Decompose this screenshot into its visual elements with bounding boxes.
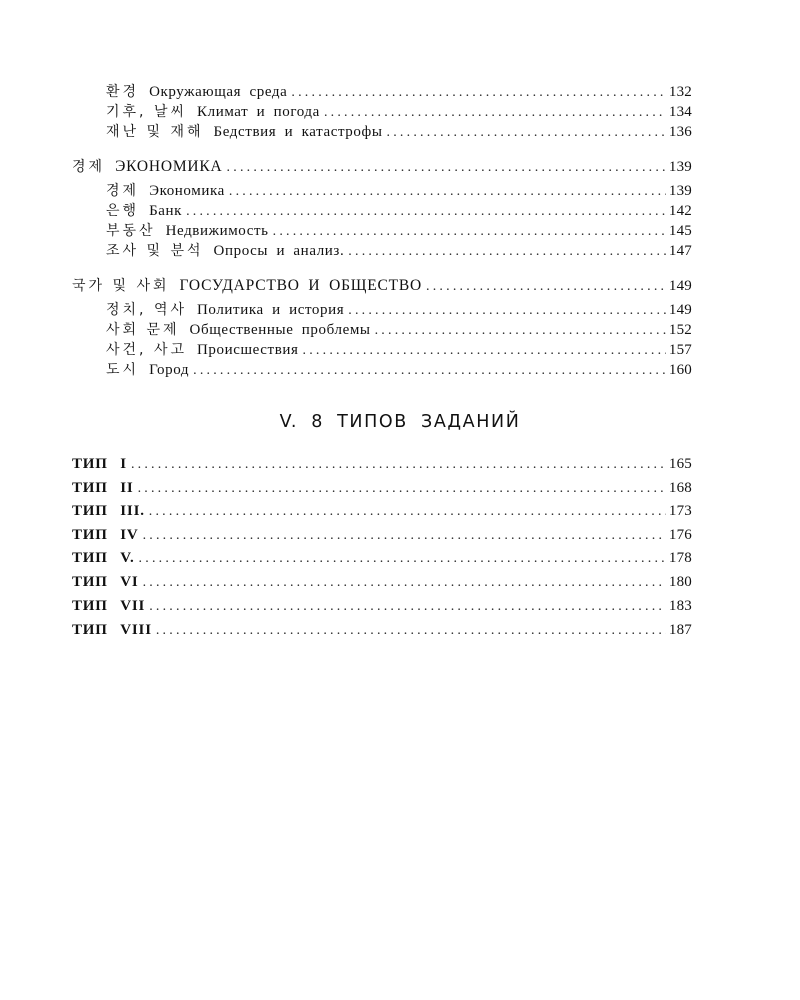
toc-entry-social-problems <box>106 320 692 340</box>
dot-leader <box>186 202 666 222</box>
toc-section-russian: ГОСУДАРСТВО И ОБЩЕСТВО <box>179 277 423 294</box>
dot-leader <box>348 301 666 321</box>
toc-entry-russian: Происшествия <box>197 342 299 358</box>
toc-section-russian: ЭКОНОМИКА <box>115 158 223 175</box>
toc-page-number: 168 <box>668 480 692 496</box>
dot-leader <box>348 242 666 262</box>
toc-entry-korean: 환경 <box>106 84 140 100</box>
toc-page-number: 183 <box>668 598 692 614</box>
dot-leader <box>303 341 666 361</box>
toc-type-7 <box>72 596 692 616</box>
dot-leader <box>149 597 666 617</box>
toc-type-label: ТИП VIII <box>72 622 152 638</box>
toc-entry-russian: Банк <box>149 203 183 219</box>
toc-type-label: ТИП V. <box>72 550 135 566</box>
toc-entry-city <box>106 360 692 380</box>
toc-page-number: 139 <box>668 159 692 175</box>
toc-entry-real-estate <box>106 221 692 241</box>
dot-leader <box>156 621 666 641</box>
toc-type-label: ТИП IV <box>72 527 139 543</box>
toc-section-korean: 국가 및 사회 <box>72 278 170 294</box>
toc-page-number: 165 <box>668 456 692 472</box>
toc-entry-korean: 사회 문제 <box>106 322 180 338</box>
toc-entry-korean: 재난 및 재해 <box>106 124 204 140</box>
dot-leader <box>273 222 666 242</box>
toc-page-number: 152 <box>668 322 692 338</box>
toc-type-label: ТИП VII <box>72 598 146 614</box>
toc-entry-korean: 정치, 역사 <box>106 302 187 318</box>
toc-type-6 <box>72 572 692 592</box>
toc-section-korean: 경제 <box>72 159 106 175</box>
toc-page-number: 136 <box>668 124 692 140</box>
toc-type-label: ТИП I <box>72 456 127 472</box>
toc-entry-korean: 사건, 사고 <box>106 342 187 358</box>
toc-section-state-society <box>72 276 692 296</box>
dot-leader <box>324 103 666 123</box>
toc-page-number: 157 <box>668 342 692 358</box>
toc-entry-russian: Город <box>149 362 190 378</box>
toc-entry-disasters <box>106 122 692 142</box>
toc-entry-surveys <box>106 241 692 261</box>
dot-leader <box>291 83 666 103</box>
toc-page-number: 180 <box>668 574 692 590</box>
toc-page-number: 173 <box>668 503 692 519</box>
dot-leader <box>387 123 666 143</box>
toc-page-number: 149 <box>668 278 692 294</box>
toc-entry-economics <box>106 181 692 201</box>
toc-type-2 <box>72 478 692 498</box>
toc-type-label: ТИП VI <box>72 574 139 590</box>
dot-leader <box>143 573 666 593</box>
toc-type-5 <box>72 548 692 568</box>
toc-type-3 <box>72 501 692 521</box>
toc-entry-environment <box>106 82 692 102</box>
dot-leader <box>193 361 666 381</box>
toc-type-4 <box>72 525 692 545</box>
toc-entry-korean: 도시 <box>106 362 140 378</box>
toc-page-number: 147 <box>668 243 692 259</box>
toc-page-number: 149 <box>668 302 692 318</box>
dot-leader <box>149 502 666 522</box>
toc-entry-incidents <box>106 340 692 360</box>
toc-entry-korean: 조사 및 분석 <box>106 243 204 259</box>
toc-page-number: 187 <box>668 622 692 638</box>
toc-entry-climate <box>106 102 692 122</box>
dot-leader <box>227 158 666 178</box>
toc-entry-russian: Бедствия и катастрофы <box>213 124 383 140</box>
toc-type-label: ТИП II <box>72 480 134 496</box>
toc-page-number: 145 <box>668 223 692 239</box>
dot-leader <box>426 277 666 297</box>
toc-entry-russian: Окружающая среда <box>149 84 288 100</box>
toc-type-label: ТИП III. <box>72 503 145 519</box>
toc-entry-russian: Общественные проблемы <box>189 322 371 338</box>
toc-page-number: 132 <box>668 84 692 100</box>
toc-type-8 <box>72 620 692 640</box>
toc-page-number: 142 <box>668 203 692 219</box>
toc-entry-korean: 부동산 <box>106 223 156 239</box>
toc-type-1 <box>72 454 692 474</box>
toc-entry-russian: Опросы и анализ. <box>213 243 345 259</box>
toc-page-number: 134 <box>668 104 692 120</box>
dot-leader <box>375 321 666 341</box>
toc-entry-korean: 은행 <box>106 203 140 219</box>
chapter-heading: V. 8 ТИПОВ ЗАДАНИЙ <box>279 412 521 432</box>
toc-entry-russian: Недвижимость <box>165 223 269 239</box>
toc-entry-russian: Климат и погода <box>197 104 320 120</box>
toc-section-economy <box>72 157 692 177</box>
toc-page-number: 176 <box>668 527 692 543</box>
toc-page-number: 160 <box>668 362 692 378</box>
dot-leader <box>229 182 666 202</box>
toc-entry-korean: 경제 <box>106 183 140 199</box>
toc-entry-russian: Экономика <box>149 183 225 199</box>
dot-leader <box>138 479 666 499</box>
toc-entry-bank <box>106 201 692 221</box>
dot-leader <box>131 455 666 475</box>
toc-entry-russian: Политика и история <box>197 302 345 318</box>
toc-entry-politics <box>106 300 692 320</box>
toc-page-number: 139 <box>668 183 692 199</box>
toc-entry-korean: 기후, 날씨 <box>106 104 187 120</box>
dot-leader <box>143 526 666 546</box>
dot-leader <box>139 549 666 569</box>
toc-page-number: 178 <box>668 550 692 566</box>
